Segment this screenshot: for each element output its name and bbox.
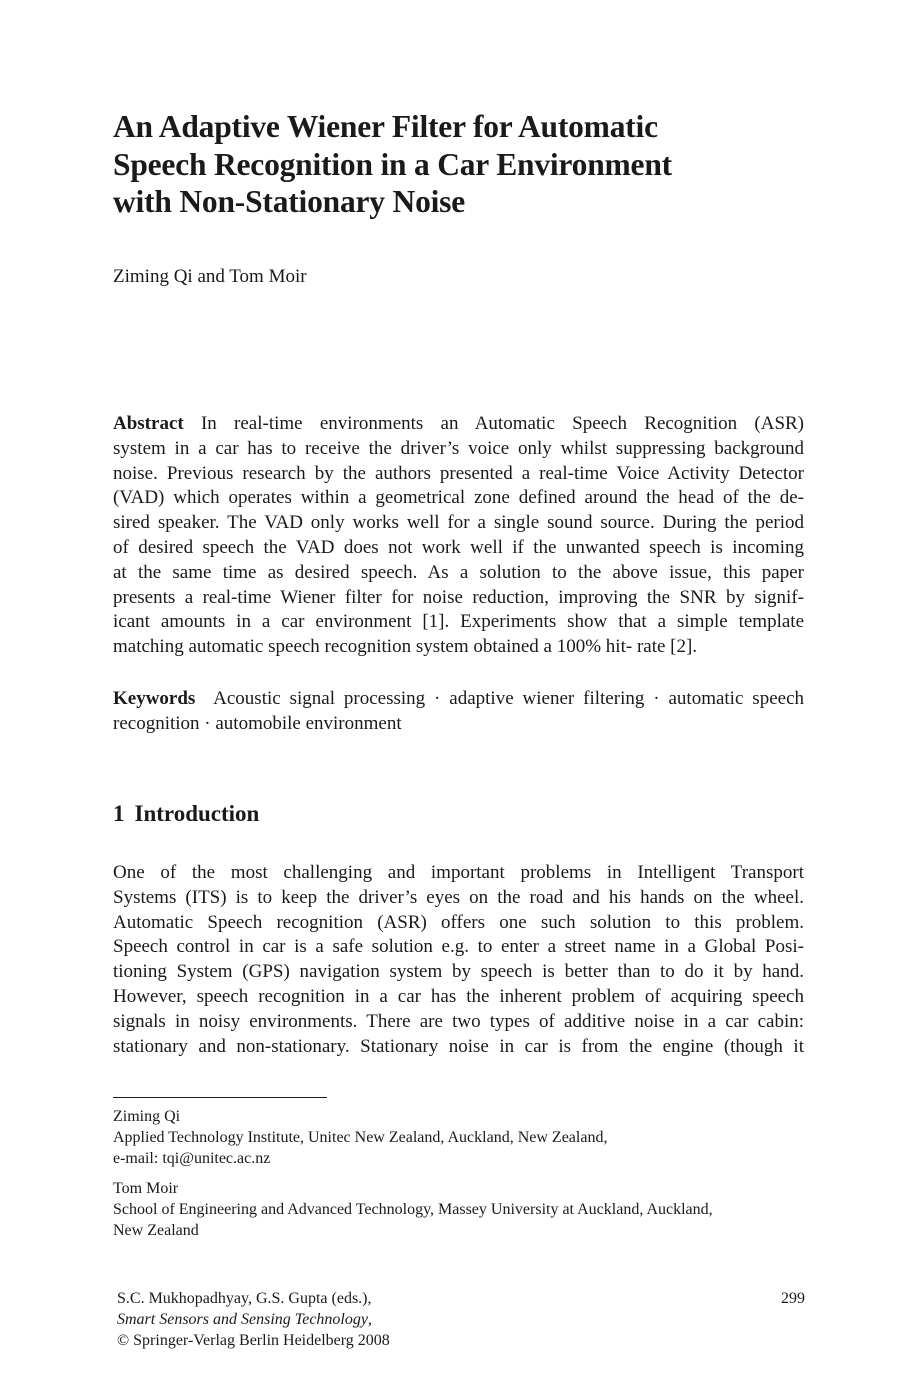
abstract-line: presents a real-time Wiener filter for noise reduction, improving the SNR by signif- (113, 586, 804, 608)
abstract-line: of desired speech the VAD does not work well if the unwanted speech is incoming (113, 536, 804, 558)
keywords-line (113, 687, 804, 712)
keywords-text: Acoustic signal processing · adaptive wiener filtering · automatic speech (213, 688, 804, 709)
abstract-line: (VAD) which operates within a geometrical zone defined around the head of the de- (113, 487, 804, 509)
section-title: Introduction (134, 801, 260, 826)
abstract-line: sired speaker. The VAD only works well for a single sound source. During the period (113, 512, 804, 534)
affiliation (113, 1106, 805, 1169)
intro-line: However, speech recognition in a car has the inherent problem of acquiring speech (113, 985, 804, 1007)
abstract-line: noise. Previous research by the authors presented a real-time Voice Activity Detector (113, 462, 804, 484)
affiliation-line: New Zealand (113, 1222, 199, 1239)
affiliation-name: Tom Moir (113, 1180, 179, 1197)
abstract-line: matching automatic speech recognition system obtained a 100% hit- rate [2]. (113, 636, 698, 658)
keywords-label: Keywords (113, 688, 196, 709)
intro-line: One of the most challenging and important problems in Intelligent Transport (113, 862, 804, 883)
title-line: An Adaptive Wiener Filter for Automatic (113, 109, 658, 144)
abstract-line: icant amounts in a car environment [1]. Experiments show that a simple template (113, 611, 804, 633)
title-line: with Non-Stationary Noise (113, 184, 466, 219)
abstract (113, 412, 804, 660)
copyright: © Springer-Verlag Berlin Heidelberg 2008 (117, 1332, 390, 1349)
abstract-line: at the same time as desired speech. As a solution to the above issue, this paper (113, 561, 804, 583)
intro-line: Systems (ITS) is to keep the driver’s eyes on the road and his hands on the wheel. (113, 886, 804, 908)
intro-line: Speech control in car is a safe solution e.g. to enter a street name in a Global Posi- (113, 936, 804, 958)
keywords-line: recognition · automobile environment (113, 712, 402, 734)
paper-title (113, 108, 805, 221)
paper-page (113, 0, 805, 1388)
page-footer (117, 1288, 805, 1351)
introduction-paragraph (113, 861, 804, 1059)
abstract-label: Abstract (113, 413, 184, 434)
intro-line: signals in noisy environments. There are two types of additive noise in a car cabin: (113, 1010, 804, 1032)
author-list: Ziming Qi and Tom Moir (113, 266, 307, 287)
abstract-line (113, 412, 804, 437)
affiliation-name: Ziming Qi (113, 1108, 181, 1125)
intro-line: tioning System (GPS) navigation system by speech is better than to do it by hand. (113, 961, 804, 983)
intro-line: stationary and non-stationary. Stationary noise in car is from the engine (though it (113, 1035, 804, 1057)
title-line: Speech Recognition in a Car Environment (113, 146, 672, 182)
book-title: Smart Sensors and Sensing Technology (117, 1311, 368, 1328)
abstract-line: system in a car has to receive the driver’s voice only whilst suppressing background (113, 437, 804, 459)
footnote-divider (113, 1097, 327, 1098)
keywords (113, 687, 804, 737)
affiliation-line: Applied Technology Institute, Unitec New Zealand, Auckland, New Zealand, (113, 1129, 608, 1146)
citation-line: S.C. Mukhopadhyay, G.S. Gupta (eds.), Smart Sensors and Sensing Technology, (117, 1288, 805, 1330)
section-heading (113, 800, 259, 828)
affiliation (113, 1178, 805, 1241)
page-number: 299 (781, 1290, 805, 1307)
intro-line: Automatic Speech recognition (ASR) offers one such solution to this problem. (113, 911, 804, 933)
abstract-text: In real-time environments an Automatic Speech Recognition (ASR) (200, 413, 805, 434)
affiliation-line: School of Engineering and Advanced Technology, Massey University at Auckland, Auckland, (113, 1201, 713, 1218)
editors: S.C. Mukhopadhyay, G.S. Gupta (eds.), (117, 1290, 372, 1307)
section-number: 1 (113, 801, 125, 826)
affiliation-email: e-mail: tqi@unitec.ac.nz (113, 1150, 271, 1167)
